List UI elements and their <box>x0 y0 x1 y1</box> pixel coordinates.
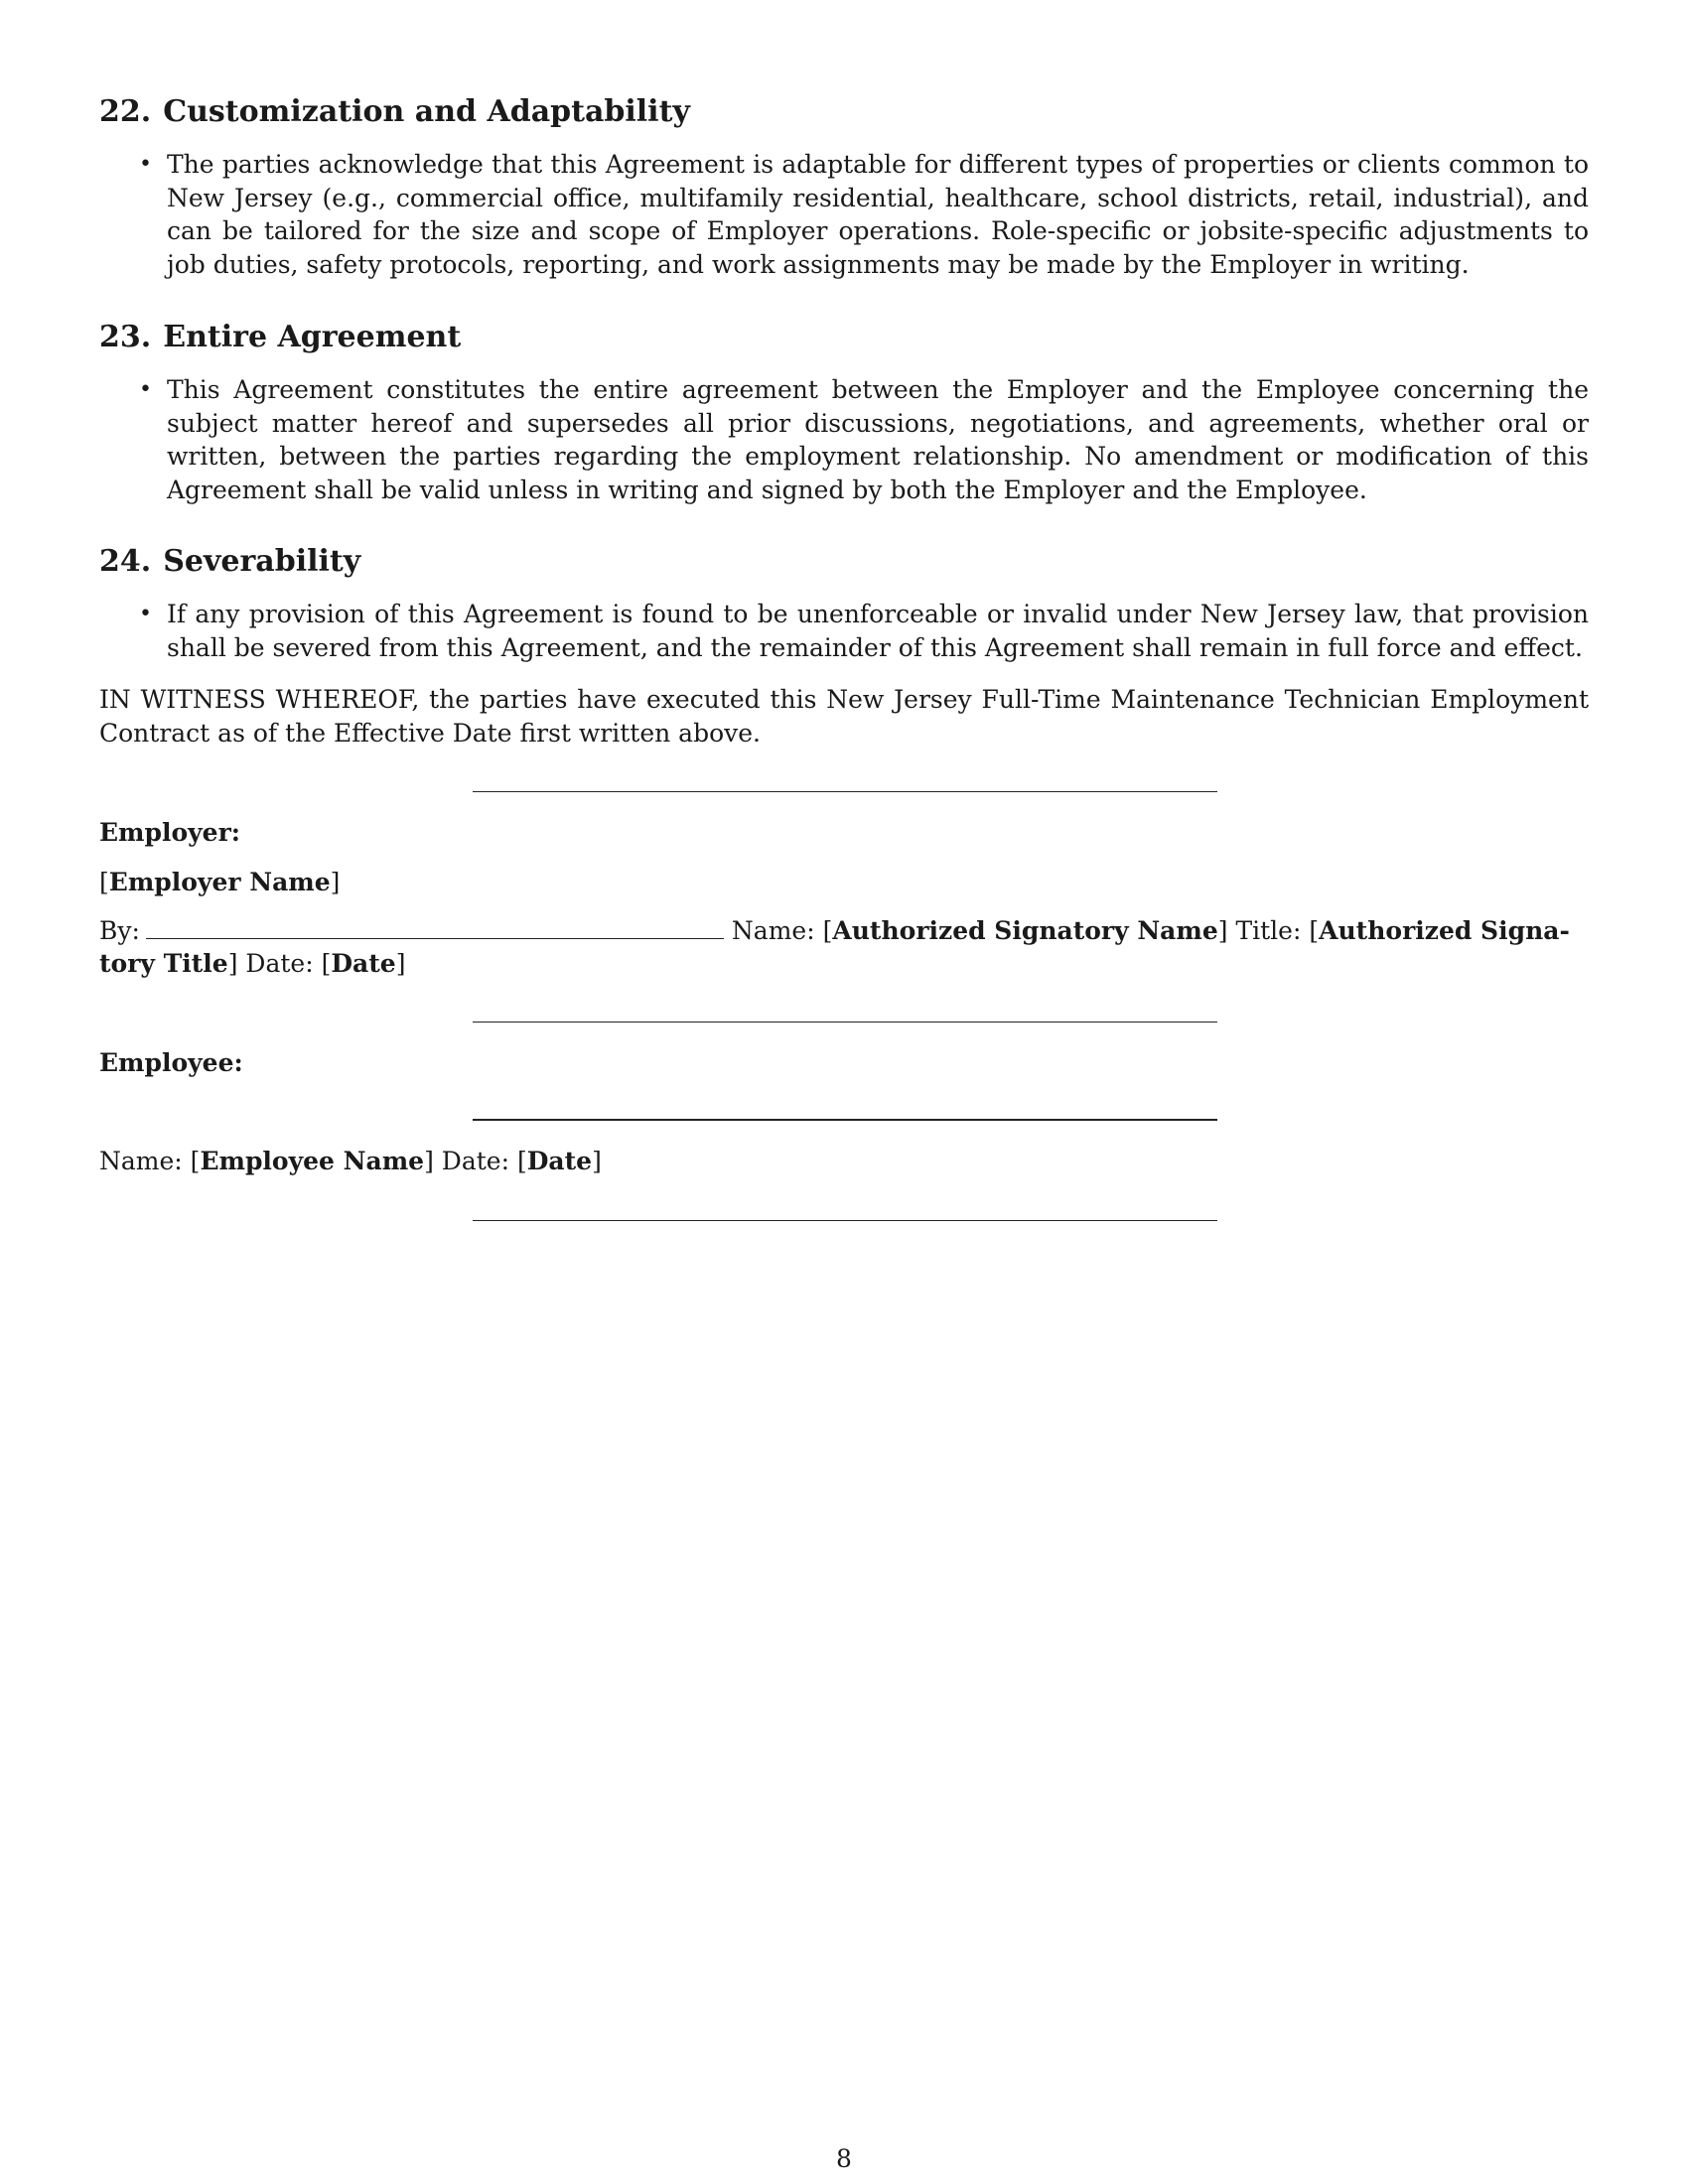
date-label: Date: <box>245 949 314 978</box>
employee-name: Employee Name <box>200 1147 425 1175</box>
signature-rule <box>473 791 1217 792</box>
employer-heading: Employer: <box>99 818 240 847</box>
section-number: 24. <box>99 544 152 579</box>
bullet-text: If any provision of this Agreement is found to be unenforceable or invalid under New Jersey law, that provision shall be severed from this Agreement, and the remainder of this Agreement shall remain in full force and effect. <box>167 600 1589 662</box>
signature-rule <box>473 1220 1217 1221</box>
name-label: Name: <box>731 916 815 945</box>
section-22 <box>99 94 1589 281</box>
bullet-icon: • <box>139 602 152 626</box>
witness-paragraph: IN WITNESS WHEREOF, the parties have executed this New Jersey Full-Time Maintenance Technician Employment Contract as of the Effective Date first written above. <box>99 685 1589 748</box>
bullet-item <box>139 373 1589 506</box>
section-title: Severability <box>163 544 361 579</box>
section-heading <box>99 320 1589 355</box>
employer-name: [Employer Name] <box>99 868 341 896</box>
bullet-icon: • <box>139 152 152 177</box>
section-23 <box>99 320 1589 506</box>
section-heading <box>99 94 1589 130</box>
employer-name-value: Employer Name <box>108 868 331 896</box>
bullet-text: The parties acknowledge that this Agreement is adaptable for different types of properties or clients common to New Jersey (e.g., commercial office, multifamily residential, healthcare, school districts, retail, industrial), and can be tailored for the size and scope of Employer operations. Role-specific or jobsite-specific adjustments to job duties, safety protocols, reporting, and work assignments may be made by the Employer in writing. <box>167 150 1589 279</box>
bullet-list <box>99 598 1589 664</box>
section-heading <box>99 544 1589 580</box>
by-label: By: <box>99 916 140 945</box>
section-title: Entire Agreement <box>163 320 462 354</box>
date-label: Date: <box>441 1147 509 1175</box>
signatory-name: Authorized Signatory Name <box>832 916 1218 945</box>
employee-name-date: Name: [Employee Name] Date: [Date] <box>99 1147 602 1175</box>
bullet-text: This Agreement constitutes the entire agreement between the Employer and the Employee concerning the subject matter hereof and supersedes all prior discussions, negotiations, and agreements, whether oral or written, between the parties regarding the employment relationship. No amendment or modification of this Agreement shall be valid unless in writing and signed by both the Employer and the Employee. <box>167 375 1589 504</box>
employee-heading: Employee: <box>99 1048 243 1077</box>
signatory-title-part1: Authorized Signa- <box>1319 916 1570 945</box>
employee-signature-line <box>473 1119 1217 1121</box>
section-title: Customization and Adaptability <box>163 94 690 129</box>
bullet-list <box>99 373 1589 506</box>
bullet-item <box>139 148 1589 281</box>
employer-signature-block: By: Name: [Authorized Signatory Name] Title: [Authorized Signa- tory Title] Date: [Date] <box>99 916 1570 978</box>
employer-date: Date <box>331 949 396 978</box>
name-label: Name: <box>99 1147 183 1175</box>
section-number: 22. <box>99 94 152 129</box>
section-number: 23. <box>99 320 152 354</box>
employee-date: Date <box>526 1147 593 1175</box>
bullet-item <box>139 598 1589 664</box>
signatory-title-part2: tory Title <box>99 949 228 978</box>
bullet-list <box>99 148 1589 281</box>
section-24 <box>99 544 1589 664</box>
title-label: Title: <box>1235 916 1302 945</box>
page-number: 8 <box>836 2144 852 2173</box>
bullet-icon: • <box>139 377 152 402</box>
employer-signature-line <box>146 916 724 939</box>
signature-rule <box>473 1022 1217 1023</box>
